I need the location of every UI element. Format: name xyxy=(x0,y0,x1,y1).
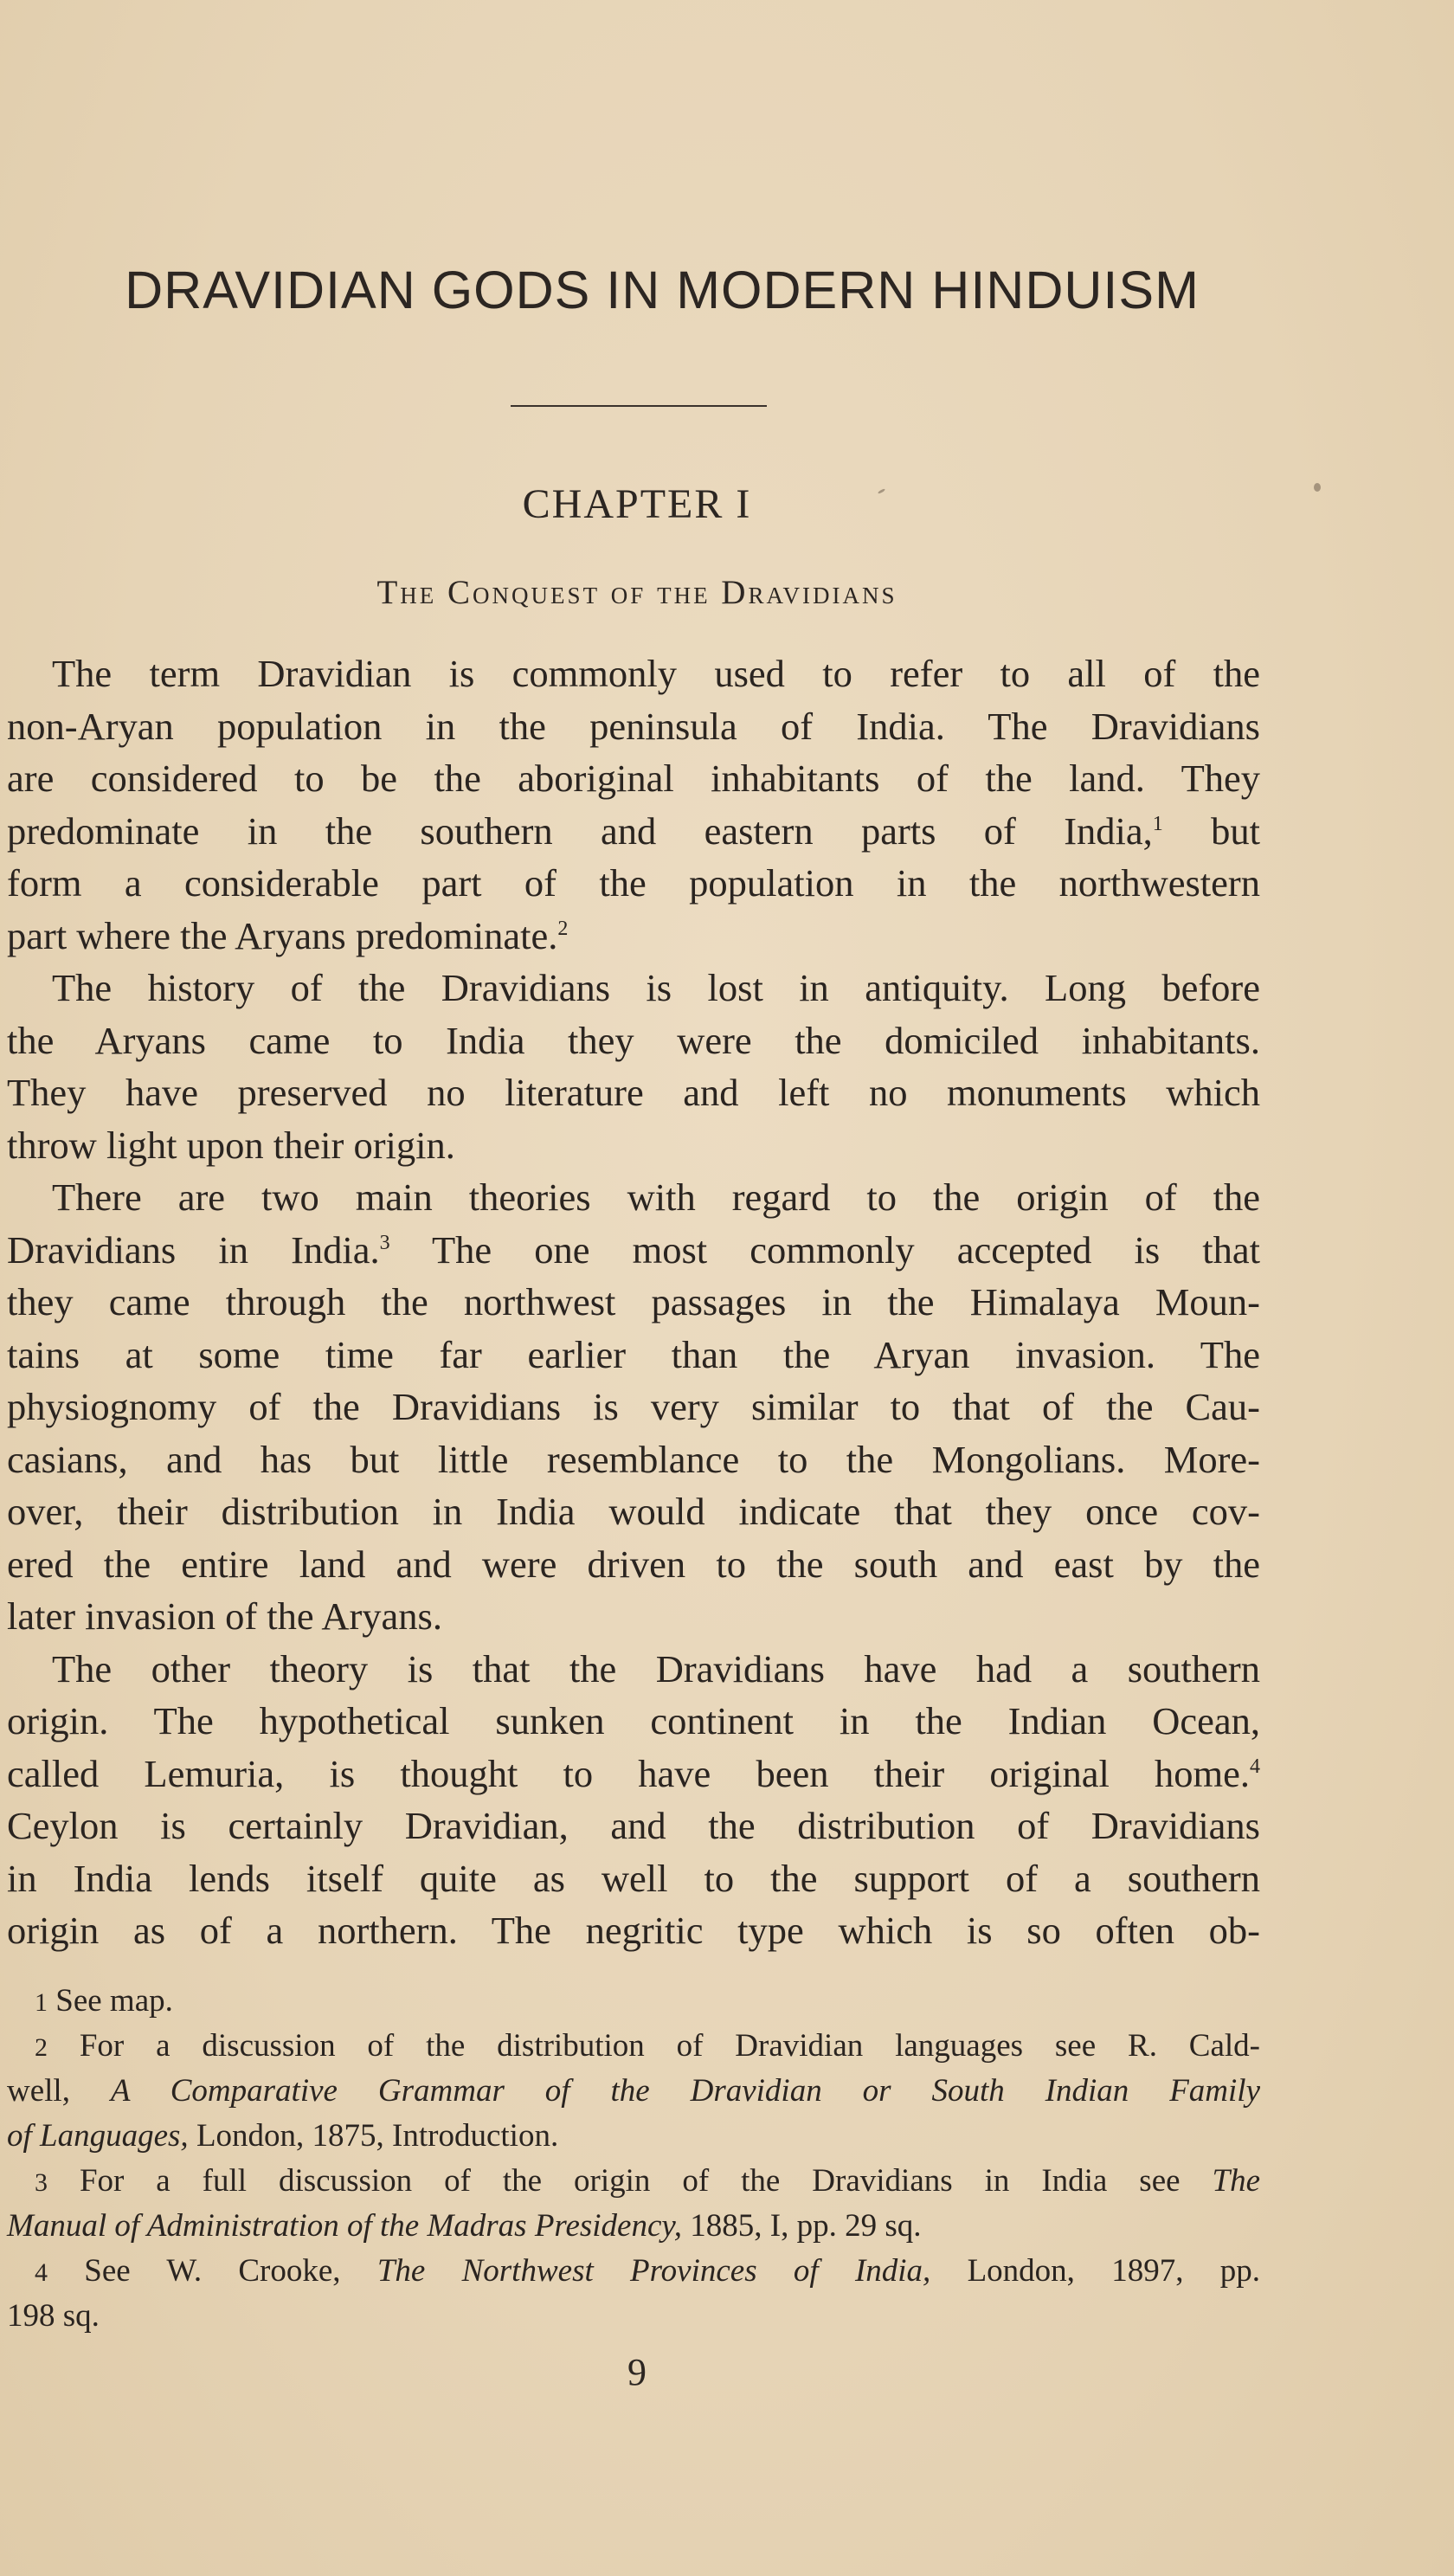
body-line: tains at some time far earlier than the Aryan invasion. The xyxy=(7,1332,1260,1376)
body-line: The other theory is that the Dravidians have had a southern xyxy=(52,1646,1260,1690)
footnote-2: 2 For a discussion of the distribution of Dravidian languages see R. Cald- xyxy=(35,2028,1260,2064)
body-line: Dravidians in India.$^3$ The one most commonly accepted is that xyxy=(7,1227,1260,1272)
body-line: The term Dravidian is commonly used to refer to all of the xyxy=(52,652,1260,695)
footnote-ref: 4 xyxy=(1250,1755,1260,1778)
body-line: in India lends itself quite as well to the support of a southern xyxy=(7,1856,1260,1900)
footnote-4: 4 See W. Crooke, The Northwest Provinces of India, London, 1897, pp. xyxy=(35,2253,1260,2289)
body-line: part where the Aryans predominate.$^2$ xyxy=(7,913,569,957)
chapter-heading: CHAPTER I xyxy=(522,481,752,527)
footnotes xyxy=(7,1979,1260,2339)
body-line: ered the entire land and were driven to the south and east by the xyxy=(7,1542,1260,1586)
book-title: DRAVIDIAN GODS IN MODERN HINDUISM xyxy=(125,261,1200,319)
body-line: non-Aryan population in the peninsula of India. The Dravidians xyxy=(7,704,1260,748)
body-line: are considered to be the aboriginal inhabitants of the land. They xyxy=(7,757,1260,800)
body-line: Ceylon is certainly Dravidian, and the distribution of Dravidians xyxy=(7,1804,1260,1847)
footnote-ref: 2 xyxy=(557,917,569,940)
footnote-2-cont: of Languages, London, 1875, Introduction. xyxy=(7,2118,559,2154)
body-line: over, their distribution in India would indicate that they once cov- xyxy=(7,1490,1260,1533)
body-line: physiognomy of the Dravidians is very similar to that of the Cau- xyxy=(7,1385,1260,1428)
page-number: 9 xyxy=(627,2351,647,2393)
body-line: There are two main theories with regard to the origin of the xyxy=(52,1175,1260,1219)
body-line: predominate in the southern and eastern parts of India,$^1$ but xyxy=(7,808,1260,853)
body-line: throw light upon their origin. xyxy=(7,1123,455,1167)
body-line: origin as of a northern. The negritic type which is so often ob- xyxy=(7,1909,1260,1952)
footnote-4-cont: 198 sq. xyxy=(7,2298,100,2334)
body-line: They have preserved no literature and left no monuments which xyxy=(7,1071,1260,1114)
footnote-ref: 3 xyxy=(379,1231,390,1254)
footnote-3-cont: Manual of Administration of the Madras Presidency, 1885, I, pp. 29 sq. xyxy=(7,2208,922,2244)
footnote-ref: 1 xyxy=(1152,812,1163,835)
footnote-1: 1 See map. xyxy=(35,1983,173,2019)
body-line: form a considerable part of the population in the northwestern xyxy=(7,861,1260,905)
footnote-2-cont: well, A Comparative Grammar of the Dravidian or South Indian Family xyxy=(7,2073,1261,2109)
body-line: casians, and has but little resemblance to the Mongolians. More- xyxy=(7,1437,1260,1481)
body-text xyxy=(7,647,1260,1957)
title-divider xyxy=(511,405,767,407)
body-line: they came through the northwest passages in the Himalaya Moun- xyxy=(7,1280,1260,1323)
body-line: The history of the Dravidians is lost in antiquity. Long before xyxy=(52,966,1260,1009)
ink-speck xyxy=(1314,483,1321,492)
chapter-subtitle: The Conquest of the Dravidians xyxy=(376,574,897,611)
footnote-3: 3 For a full discussion of the origin of the Dravidians in India see The xyxy=(35,2163,1260,2199)
body-line: origin. The hypothetical sunken continent in the Indian Ocean, xyxy=(7,1699,1260,1742)
body-line: later invasion of the Aryans. xyxy=(7,1594,442,1638)
body-line: the Aryans came to India they were the domiciled inhabitants. xyxy=(7,1018,1260,1062)
body-line: called Lemuria, is thought to have been their original home.$^4$ xyxy=(7,1751,1260,1795)
